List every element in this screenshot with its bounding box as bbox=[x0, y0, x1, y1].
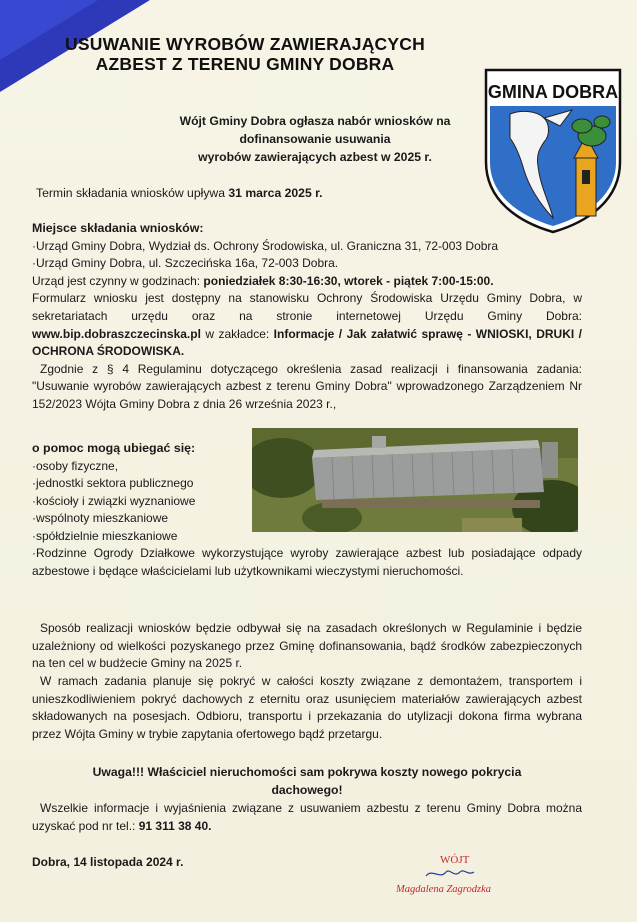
form-availability: Formularz wniosku jest dostępny na stanowisku Ochrony Środowiska Urzędu Gminy Dobra, w sekretariatach urzędu oraz na stronie internetowej Urzędu Gminy Dobra: www.bip.dobraszczecinska.pl w zakładce: Informacje / Jak załatwić sprawę - WNIOSKI, DRUKI / OCHRONA ŚRODOWISKA. bbox=[32, 291, 582, 359]
eligible-item: ·jednostki sektora publicznego bbox=[32, 476, 194, 491]
deadline-date: 31 marca 2025 r. bbox=[228, 186, 323, 200]
office-hours: Urząd jest czynny w godzinach: poniedziałek 8:30-16:30, wtorek - piątek 7:00-15:00. bbox=[32, 273, 494, 288]
regulation-paragraph: Zgodnie z § 4 Regulaminu dotyczącego określenia zasad realizacji i finansowania zadania: "Usuwanie wyrobów zawierających azbest z terenu Gminy Dobra" wprowadzonego Zarządzeniem Nr 152/2023 Wójta Gminy Dobra z dnia 26 września 2023 r., bbox=[32, 361, 582, 411]
eligible-item: ·osoby fizyczne, bbox=[32, 458, 119, 473]
mayor-signature-stamp bbox=[396, 850, 526, 910]
crest-label: GMINA DOBRA bbox=[487, 82, 619, 102]
intro-announcement: Wójt Gminy Dobra ogłasza nabór wniosków na dofinansowanie usuwania wyrobów zawierających azbest w 2025 r. bbox=[179, 114, 451, 164]
stamp-title: WÓJT bbox=[440, 854, 470, 866]
page-title: USUWANIE WYROBÓW ZAWIERAJĄCYCH AZBEST Z TERENU GMINY DOBRA bbox=[65, 34, 425, 74]
contact-phone: 91 311 38 40. bbox=[138, 818, 212, 833]
gmina-dobra-crest bbox=[480, 66, 626, 234]
method-paragraph: Sposób realizacji wniosków będzie odbywał się na zasadach określonych w Regulaminie i będzie uzależniony od wielkości pozyskanego przez Gminę dofinansowania, bądź środków zabezpieczonych na ten cel w budżecie Gminy na 2025 r. bbox=[32, 621, 582, 671]
signature bbox=[426, 871, 474, 876]
stamp-name: Magdalena Zagrodzka bbox=[396, 884, 491, 895]
contact-paragraph: Wszelkie informacje i wyjaśnienia związane z usuwaniem azbestu z terenu Gminy Dobra można uzyskać pod nr tel.: 91 311 38 40. bbox=[32, 801, 582, 833]
eligible-item: ·spółdzielnie mieszkaniowe bbox=[32, 528, 178, 543]
place-item: ·Urząd Gminy Dobra, ul. Szczecińska 16a, 72-003 Dobra. bbox=[32, 256, 339, 271]
eligible-item: ·wspólnoty mieszkaniowe bbox=[32, 511, 169, 526]
warning-notice: Uwaga!!! Właściciel nieruchomości sam pokrywa koszty nowego pokrycia dachowego! bbox=[92, 765, 522, 797]
eligible-item: ·kościoły i związki wyznaniowe bbox=[32, 493, 196, 508]
eligible-section bbox=[32, 440, 252, 546]
eligible-item-last: ·Rodzinne Ogrody Działkowe wykorzystujące wyroby zawierające azbest lub posiadające odpady azbestowe i będące właścicielami lub użytkownikami wieczystymi nieruchomości. bbox=[32, 546, 582, 578]
place-heading: Miejsce składania wniosków: bbox=[32, 221, 204, 235]
bip-link[interactable]: www.bip.dobraszczecinska.pl bbox=[32, 326, 201, 341]
eligible-heading: o pomoc mogą ubiegać się: bbox=[32, 441, 196, 455]
place-section bbox=[32, 220, 582, 414]
building-photo bbox=[252, 428, 578, 532]
scope-paragraph: W ramach zadania planuje się pokryć w całości koszty związane z demontażem, transportem i unieszkodliwieniem pokryć dachowych z eternitu oraz usunięciem materiałów zawierających azbest składowanych na posesjach. Odbioru, transportu i przekazania do utylizacji dokona firma wybrana przez Wójta Gminy w trybie zapytania ofertowego bądź przetargu. bbox=[32, 674, 582, 741]
deadline-line: Termin składania wniosków upływa 31 marca 2025 r. bbox=[36, 186, 323, 200]
date-place: Dobra, 14 listopada 2024 r. bbox=[32, 855, 184, 869]
place-item: ·Urząd Gminy Dobra, Wydział ds. Ochrony Środowiska, ul. Graniczna 31, 72-003 Dobra bbox=[32, 238, 499, 253]
